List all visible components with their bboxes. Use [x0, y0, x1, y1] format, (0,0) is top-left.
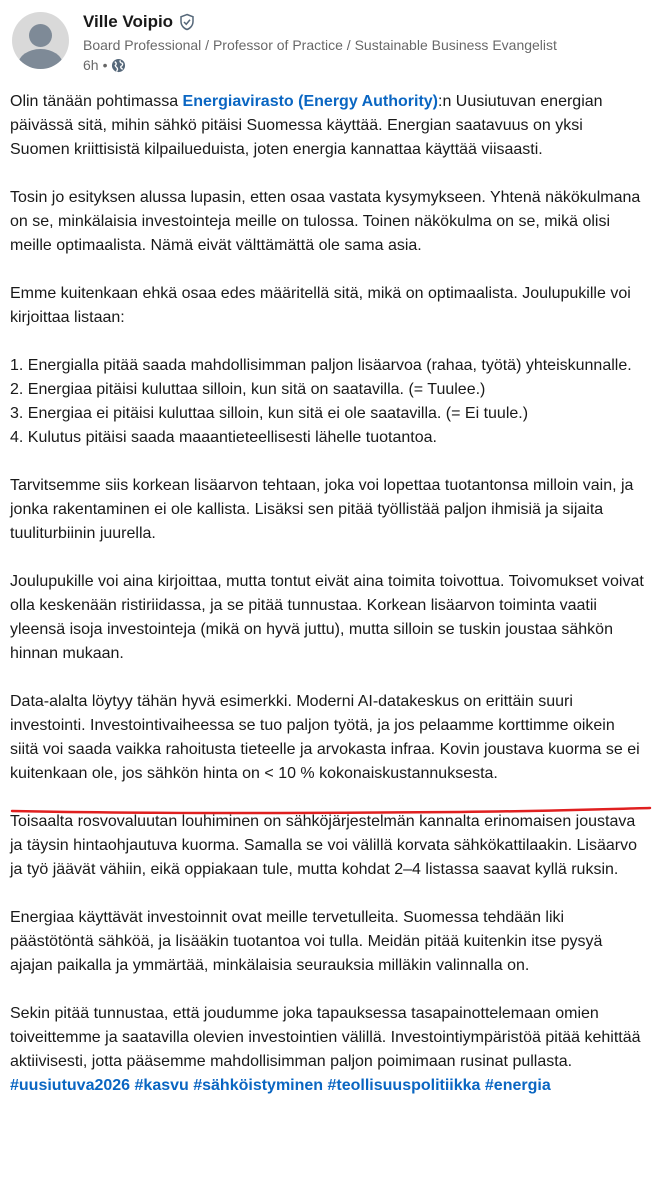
hashtag-row — [10, 1074, 646, 1098]
post-time-row — [83, 57, 643, 73]
paragraph-2: Tosin jo esityksen alussa lupasin, etten osaa vastata kysymykseen. Yhtenä näkökulmana on se, minkälaisia investointeja meille on tulossa. Toinen näkökulma on se, mikä olisi meille optimaalista. Nämä eivät välttämättä ole sama asia. — [10, 189, 641, 254]
list-item: 2. Energiaa pitäisi kuluttaa silloin, kun sitä on saatavilla. (= Tuulee.) — [10, 381, 486, 398]
hashtag-link[interactable]: #energia — [484, 1077, 551, 1094]
paragraph-3: Emme kuitenkaan ehkä osaa edes määritellä sitä, mikä on optimaalista. Joulupukille voi kirjoittaa listaan: — [10, 285, 631, 326]
post-header — [12, 10, 642, 74]
paragraph-1: Olin tänään pohtimassa Energiavirasto (Energy Authority):n Uusiutuvan energian päivässä sitä, mihin sähkö pitäisi Suomessa käyttää. Energian saatavuus on yksi Suomen kriittisistä kilpailueduista, joten energia kannattaa käyttää viisaasti. — [10, 93, 603, 158]
author-name[interactable]: Ville Voipio — [83, 12, 174, 31]
list-item: 4. Kulutus pitäisi saada maaantieteellisesti lähelle tuotantoa. — [10, 429, 437, 446]
post-time: 6h — [83, 57, 99, 73]
paragraph-9: Sekin pitää tunnustaa, että joudumme joka tapauksessa tasapainottelemaan omien toiveittemme ja saatavilla olevien investointien välillä. Investointiympäristöä pitää kehittää aktiivisesti, jotta pääsemme mahdollisimman paljon poimimaan rusinat pullasta. — [10, 1005, 641, 1070]
paragraph-6: Data-alalta löytyy tähän hyvä esimerkki. Moderni AI-datakeskus on erittäin suuri investointi. Investointivaiheessa se tuo paljon työtä, ja jos pelaamme korttimme oikein siitä voi saada vaikka rahoitusta tieteelle ja arvokasta infraa. Kovin joustava kuorma se ei kuitenkaan ole, jos sähkön hinta on < 10 % kokonaiskustannuksesta. — [10, 693, 640, 782]
author-headline: Board Professional / Professor of Practice / Sustainable Business Evangelist — [83, 37, 557, 53]
paragraph-4: Tarvitsemme siis korkean lisäarvon tehtaan, joka voi lopettaa tuotantonsa milloin vain, ja jonka rakentaminen ei ole kallista. Lisäksi sen pitää työllistää paljon ihmisiä ja sijaita tuuliturbiinin juurella. — [10, 477, 634, 542]
post-body — [10, 90, 646, 1098]
globe-icon[interactable] — [111, 58, 126, 73]
list-item: 3. Energiaa ei pitäisi kuluttaa silloin, kun sitä ei ole saatavilla. (= Ei tuule.) — [10, 405, 529, 422]
paragraph-5: Joulupukille voi aina kirjoittaa, mutta tontut eivät aina toimita toivottua. Toivomukset voivat olla keskenään ristiriidassa, ja se pitää tunnustaa. Korkean lisäarvon toiminta vaatii yleensä isoja investointeja (mikä on hyvä juttu), mutta silloin se tuskin joustaa sähkön hinnan mukaan. — [10, 573, 644, 662]
paragraph-8: Energiaa käyttävät investoinnit ovat meille tervetulleita. Suomessa tehdään liki päästötöntä sähköä, ja lisääkin tuotantoa voi tulla. Meidän pitää kuitenkin itse pysyä ajajan paikalla ja ymmärtää, minkälaisia seurauksia milläkin valinnalla on. — [10, 909, 603, 974]
red-underline-annotation — [10, 806, 653, 818]
hashtag-link[interactable]: #teollisuuspolitiikka — [327, 1077, 481, 1094]
avatar[interactable] — [12, 12, 69, 69]
hashtag-link[interactable]: #sähköistyminen — [193, 1077, 324, 1094]
author-meta — [83, 10, 643, 73]
verified-shield-icon — [178, 13, 196, 31]
separator-dot: • — [102, 57, 108, 73]
hashtag-link[interactable]: #uusiutuva2026 — [10, 1077, 131, 1094]
hashtag-link[interactable]: #kasvu — [134, 1077, 189, 1094]
energy-authority-link[interactable]: Energiavirasto (Energy Authority) — [182, 93, 438, 110]
list-item: 1. Energialla pitää saada mahdollisimman paljon lisäarvoa (rahaa, työtä) yhteiskunnalle. — [10, 357, 632, 374]
paragraph-7: Toisaalta rosvovaluutan louhiminen on sähköjärjestelmän kannalta erinomaisen joustava ja täysin hintaohjautuva kuorma. Samalla se voi välillä korvata sähkökattilaakin. Lisäarvo ja työ jäävät vähiin, eikä oppiakaan tule, mutta kohdat 2–4 listassa saavat kyllä ruksin. — [10, 813, 637, 878]
red-underline-stroke — [12, 808, 650, 813]
